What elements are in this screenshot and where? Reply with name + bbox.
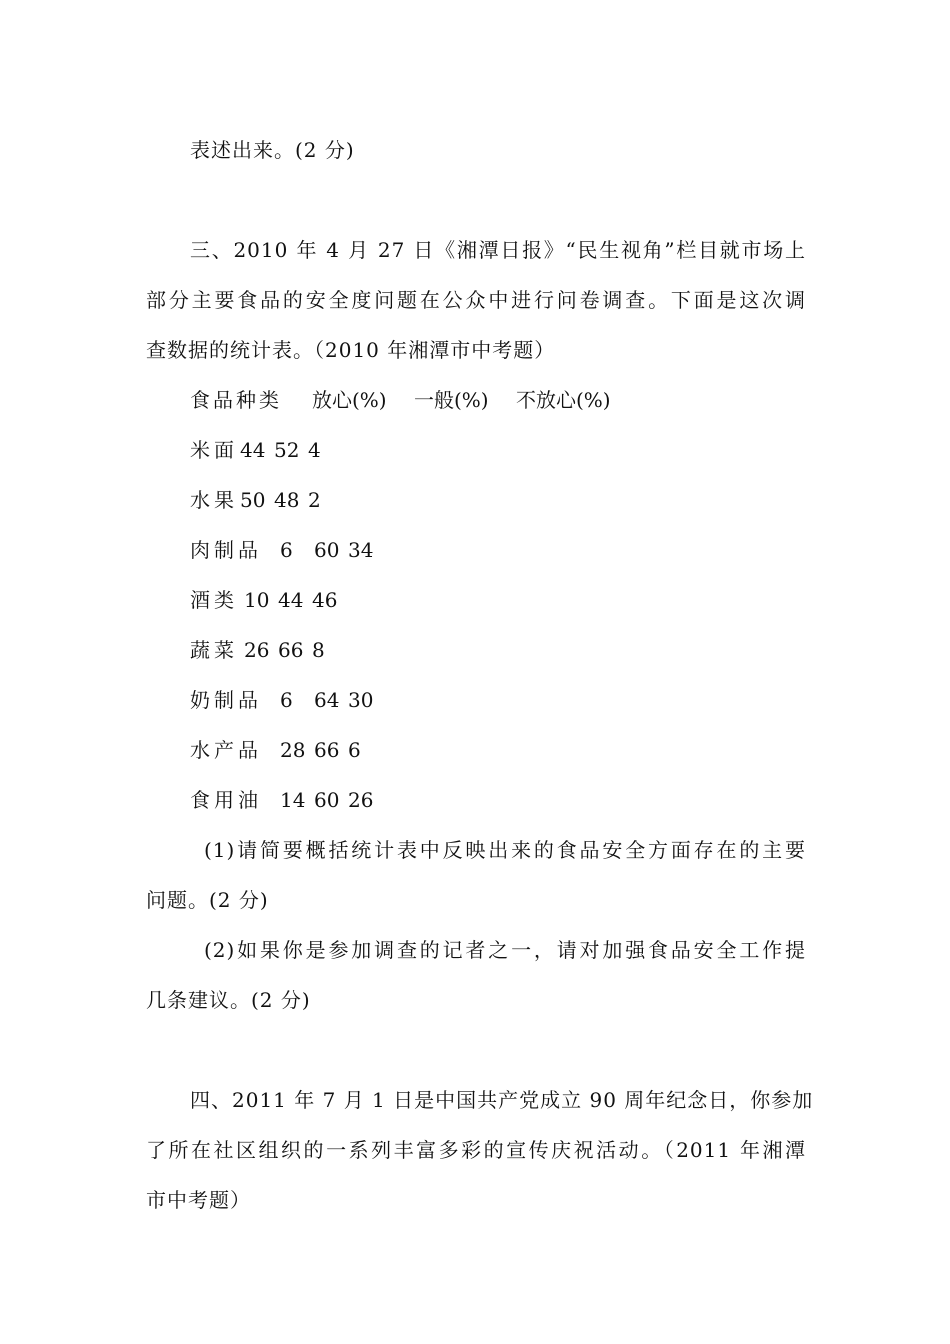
row-value-neutral: 66 [314, 738, 340, 762]
row-value-trust: 14 [280, 788, 306, 812]
question-3-line-3: 查数据的统计表。（2010 年湘潭市中考题） [146, 338, 556, 362]
row-name: 水果 [190, 488, 238, 512]
row-value-distrust: 26 [348, 788, 374, 812]
row-value-neutral: 64 [314, 688, 340, 712]
row-value-distrust: 46 [312, 588, 338, 612]
row-name: 蔬菜 [190, 638, 238, 662]
row-value-neutral: 44 [278, 588, 304, 612]
row-value-trust: 6 [280, 688, 293, 712]
sub-question-2-line-2: 几条建议。(2 分) [146, 988, 311, 1012]
table-row [190, 736, 382, 764]
question-3-line-2: 部分主要食品的安全度问题在公众中进行问卷调查。下面是这次调 [146, 288, 806, 312]
question-3-line-1: 三、2010 年 4 月 27 日《湘潭日报》“民生视角”栏目就市场上 [190, 238, 806, 262]
question-4-line-2: 了所在社区组织的一系列丰富多彩的宣传庆祝活动。（2011 年湘潭 [146, 1138, 806, 1162]
row-value-distrust: 34 [348, 538, 374, 562]
row-value-trust: 44 [240, 438, 266, 462]
row-value-trust: 6 [280, 538, 293, 562]
question-4-line-1: 四、2011 年 7 月 1 日是中国共产党成立 90 周年纪念日，你参加 [190, 1088, 814, 1112]
row-value-distrust: 8 [312, 638, 325, 662]
row-value-trust: 10 [244, 588, 270, 612]
row-value-neutral: 60 [314, 538, 340, 562]
sub-question-1-line-2: 问题。(2 分) [146, 888, 269, 912]
question-4-line-3: 市中考题） [146, 1188, 251, 1212]
table-row [190, 486, 342, 514]
row-value-neutral: 60 [314, 788, 340, 812]
sub-question-1-line-1: (1)请简要概括统计表中反映出来的食品安全方面存在的主要 [204, 838, 806, 862]
header-trust: 放心(%) [312, 388, 387, 412]
table-row [190, 636, 346, 664]
row-value-trust: 50 [240, 488, 266, 512]
row-value-distrust: 4 [308, 438, 321, 462]
row-value-distrust: 2 [308, 488, 321, 512]
row-value-neutral: 52 [274, 438, 300, 462]
row-value-distrust: 30 [348, 688, 374, 712]
table-row [190, 686, 382, 714]
row-value-neutral: 48 [274, 488, 300, 512]
row-name: 奶制品 [190, 688, 262, 712]
row-name: 米面 [190, 438, 238, 462]
table-row [190, 786, 382, 814]
sub-question-2-line-1: (2)如果你是参加调查的记者之一，请对加强食品安全工作提 [204, 938, 806, 962]
paragraph-line: 表述出来。(2 分) [190, 138, 355, 162]
table-row [190, 586, 346, 614]
table-header [190, 386, 636, 414]
row-name: 食用油 [190, 788, 262, 812]
row-value-distrust: 6 [348, 738, 361, 762]
row-value-trust: 26 [244, 638, 270, 662]
row-value-trust: 28 [280, 738, 306, 762]
header-distrust: 不放心(%) [516, 388, 611, 412]
row-name: 肉制品 [190, 538, 262, 562]
row-name: 酒类 [190, 588, 238, 612]
row-value-neutral: 66 [278, 638, 304, 662]
header-food-type: 食品种类 [190, 388, 282, 412]
table-row [190, 536, 382, 564]
header-neutral: 一般(%) [414, 388, 489, 412]
row-name: 水产品 [190, 738, 262, 762]
table-row [190, 436, 342, 464]
